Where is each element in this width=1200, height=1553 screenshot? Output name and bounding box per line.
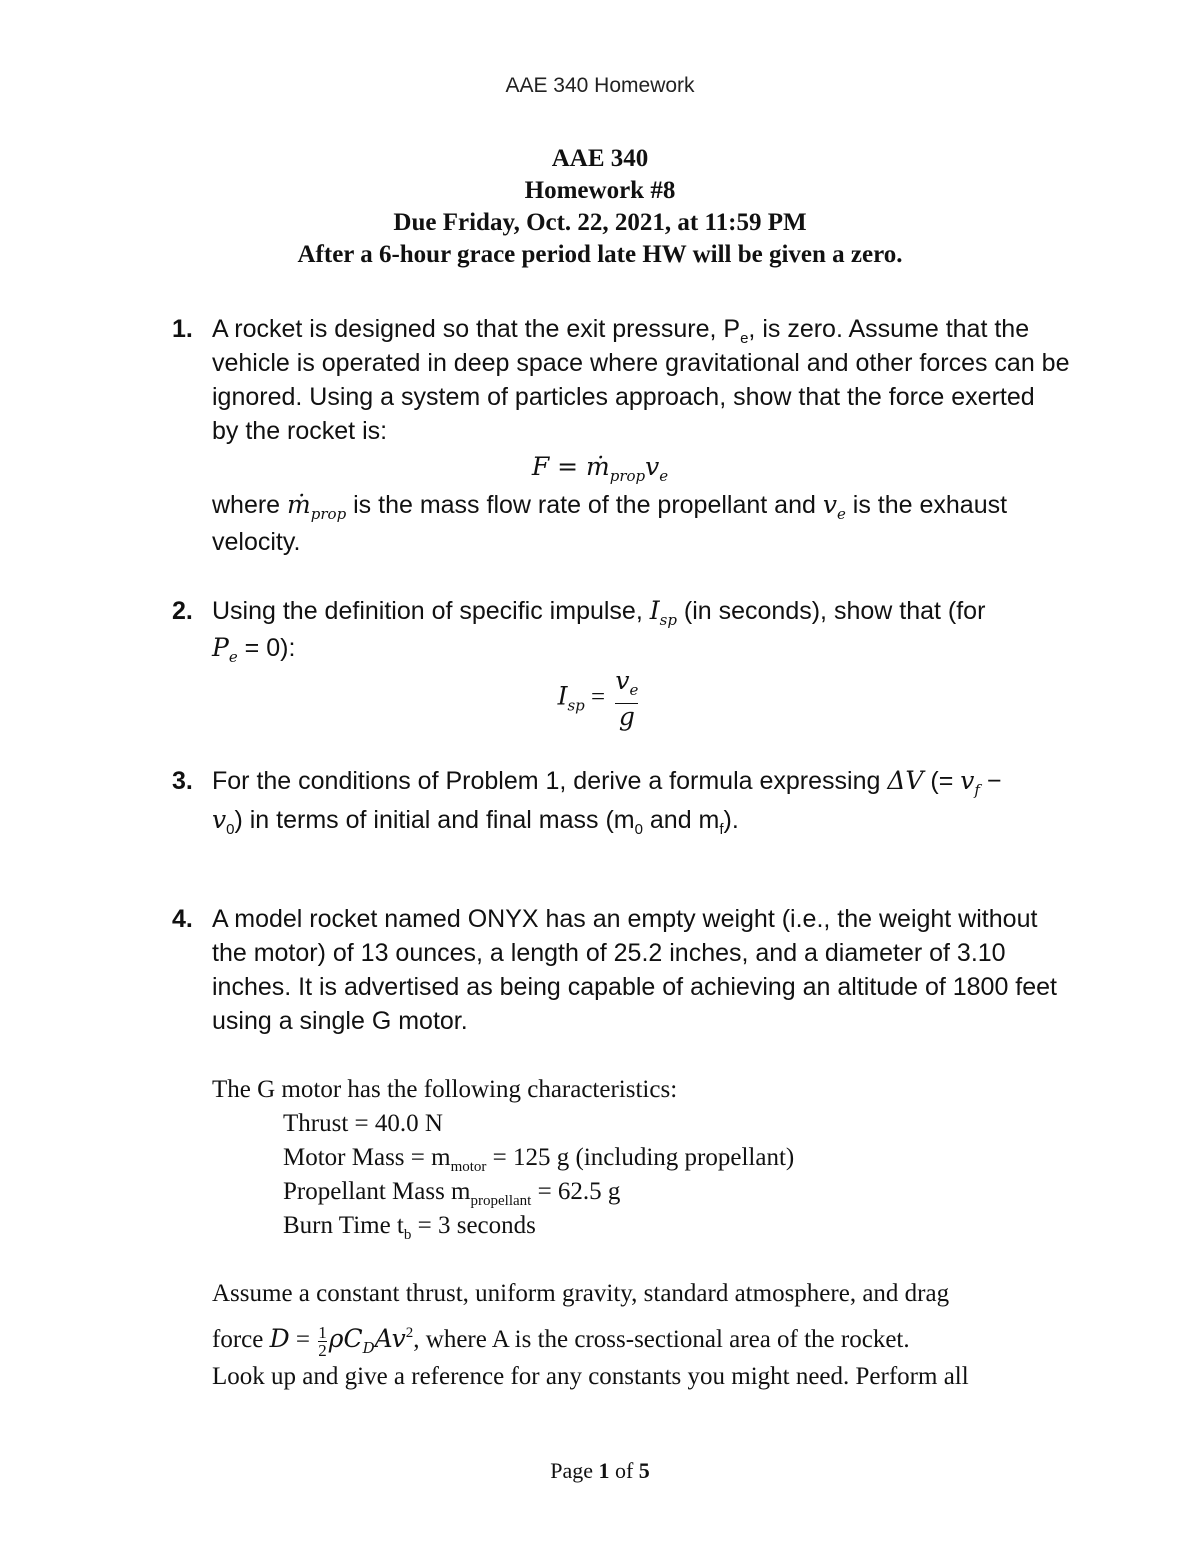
homework-number: Homework #8 xyxy=(524,177,676,204)
problem-1-line-3: ignored. Using a system of particles approach, show that the force exerted xyxy=(212,383,1035,411)
propellant-mass: Propellant Mass $m_{propellant} = 62.5$ g xyxy=(283,1178,621,1209)
page-footer: Page 1 of 5 xyxy=(550,1458,650,1483)
problem-1-line-6: velocity. xyxy=(212,528,301,556)
one-half-fraction: $\frac{1}{2}$ xyxy=(318,1322,327,1360)
problem-4-line-1: A model rocket named ONYX has an empty weight (i.e., the weight without xyxy=(212,905,1038,933)
problem-4-assumptions: Assume a constant thrust, uniform gravity, standard atmosphere, and drag xyxy=(212,1280,950,1307)
problem-3-number: 3. xyxy=(172,767,193,795)
drag-force-line: force D = $\frac{1}{2}$ $\rho C_DAv^2$, where A is the cross-sectional area of the rocket. xyxy=(212,1322,910,1360)
problem-2-line-1: Using the definition of specific impulse, $I_{sp}$ (in seconds), show that (for xyxy=(212,596,986,629)
isp-fraction: $\frac{v_e}{g}$ xyxy=(615,666,639,731)
motor-thrust: Thrust = 40.0 N xyxy=(283,1110,443,1137)
course-title: AAE 340 xyxy=(551,145,649,172)
motor-characteristics-heading: The G motor has the following characteristics: xyxy=(212,1076,678,1103)
late-policy: After a 6-hour grace period late HW will be given a zero. xyxy=(297,241,903,268)
motor-mass: Motor Mass = $m_{motor} = 125$ g (including propellant) xyxy=(283,1144,795,1175)
problem-3-line-1: For the conditions of Problem 1, derive a formula expressing ΔV (= $v_f$ − xyxy=(212,766,1002,799)
problem-1-line-1: A rocket is designed so that the exit pressure, $P_e$, is zero. Assume that the xyxy=(212,315,1030,347)
isp-equation: $I_{sp}$ = $\frac{v_e}{g}$ xyxy=(557,666,639,731)
problem-4-number: 4. xyxy=(172,905,193,933)
problem-4-last-line: Look up and give a reference for any constants you might need. Perform all xyxy=(212,1363,969,1390)
burn-time: Burn Time $t_b = 3$ seconds xyxy=(283,1212,536,1243)
force-equation: $F = ṁ_{prop}v_e$ xyxy=(531,452,669,485)
problem-2-number: 2. xyxy=(172,597,193,625)
due-date: Due Friday, Oct. 22, 2021, at 11:59 PM xyxy=(393,209,807,236)
running-header: AAE 340 Homework xyxy=(505,74,695,97)
problem-2-line-2: $P_e = 0$): xyxy=(212,633,296,666)
problem-3-line-2: $v_0$) in terms of initial and final mass ($m_0$ and $m_f$). xyxy=(212,805,739,838)
problem-1-line-5: where ṁ$_{prop}$ is the mass flow rate of the propellant and $v_e$ is the exhaust xyxy=(212,490,1008,523)
problem-4-line-3: inches. It is advertised as being capable of achieving an altitude of 1800 feet xyxy=(212,973,1058,1001)
problem-1-number: 1. xyxy=(172,315,193,343)
problem-4-line-2: the motor) of 13 ounces, a length of 25.2 inches, and a diameter of 3.10 xyxy=(212,939,1006,967)
problem-1-line-4: by the rocket is: xyxy=(212,417,388,445)
problem-1-line-2: vehicle is operated in deep space where gravitational and other forces can be xyxy=(212,349,1070,377)
problem-4-line-4: using a single G motor. xyxy=(212,1007,468,1035)
